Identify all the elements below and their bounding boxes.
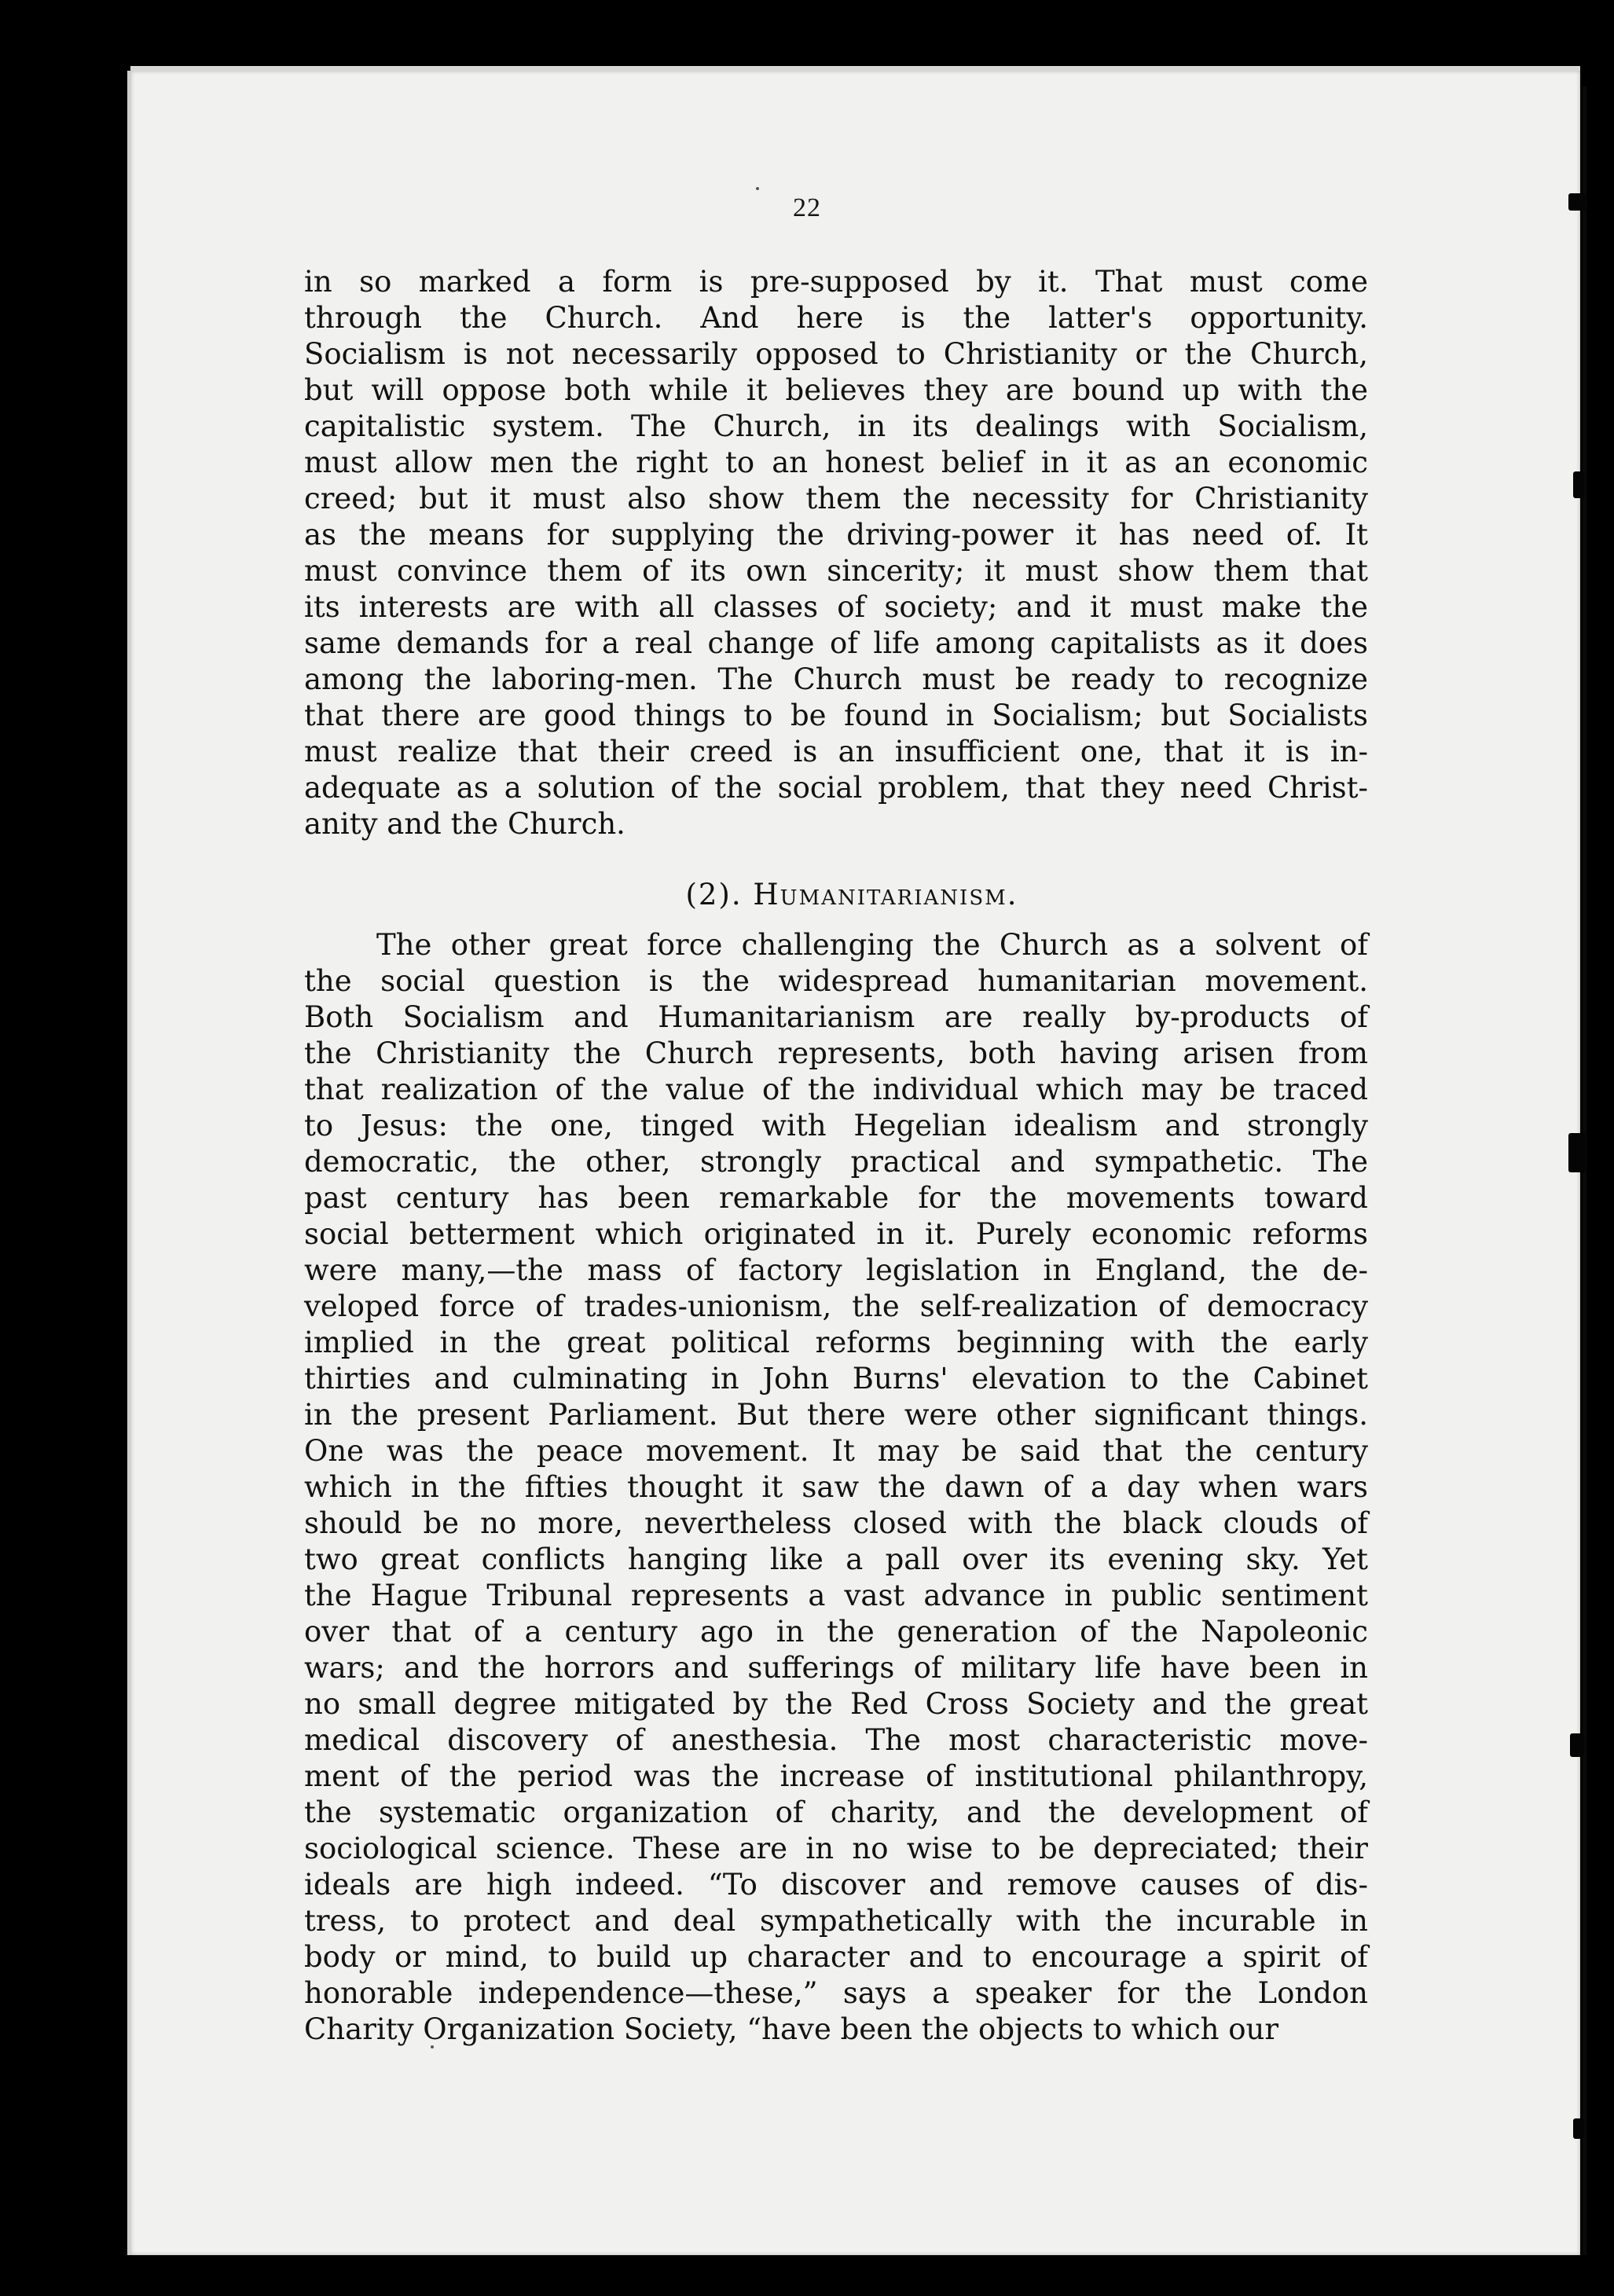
text-line: thirties and culminating in John Burns' elevation to the Cabinet	[304, 1362, 1368, 1396]
text-line: medical discovery of anesthesia. The most characteristic move-	[304, 1723, 1368, 1757]
text-line: adequate as a solution of the social problem, that they need Christ-	[304, 771, 1368, 805]
text-line: the Christianity the Church represents, both having arisen from	[304, 1036, 1368, 1070]
text-line: two great conflicts hanging like a pall over its evening sky. Yet	[304, 1542, 1368, 1576]
text-line: must allow men the right to an honest belief in it as an economic	[304, 446, 1368, 479]
text-line: honorable independence—these,” says a speaker for the London	[304, 1976, 1368, 2010]
text-line: in so marked a form is pre-supposed by it. That must come	[304, 265, 1368, 299]
text-line: in the present Parliament. But there were other significant things.	[304, 1398, 1368, 1432]
binding-mark-3	[1568, 1133, 1586, 1172]
text-line: The other great force challenging the Church as a solvent of	[376, 928, 1368, 962]
binding-mark-4	[1570, 1733, 1584, 1757]
text-line: must realize that their creed is an insufficient one, that it is in-	[304, 735, 1368, 768]
text-line: wars; and the horrors and sufferings of military life have been in	[304, 1651, 1368, 1685]
text-line: Socialism is not necessarily opposed to Christianity or the Church,	[304, 337, 1368, 371]
text-line: as the means for supplying the driving-power it has need of. It	[304, 518, 1368, 552]
text-line: but will oppose both while it believes they are bound up with the	[304, 373, 1368, 407]
text-line: capitalistic system. The Church, in its dealings with Socialism,	[304, 409, 1368, 443]
text-line: the social question is the widespread humanitarian movement.	[304, 964, 1368, 998]
paragraph-humanitarianism	[304, 927, 1368, 2048]
text-line: over that of a century ago in the generation of the Napoleonic	[304, 1615, 1368, 1649]
text-line: anity and the Church.	[304, 807, 625, 841]
text-line: were many,—the mass of factory legislation in England, the de-	[304, 1253, 1368, 1287]
text-line: to Jesus: the one, tinged with Hegelian idealism and strongly	[304, 1109, 1368, 1142]
text-line: among the laboring-men. The Church must be ready to recognize	[304, 662, 1368, 696]
text-line: its interests are with all classes of society; and it must make the	[304, 590, 1368, 624]
text-line: body or mind, to build up character and to encourage a spirit of	[304, 1940, 1368, 1974]
text-line: the systematic organization of charity, and the development of	[304, 1795, 1368, 1829]
text-line: which in the fifties thought it saw the dawn of a day when wars	[304, 1470, 1368, 1504]
text-line: past century has been remarkable for the movements toward	[304, 1181, 1368, 1215]
paragraph-socialism	[304, 264, 1368, 842]
text-line: democratic, the other, strongly practical and sympathetic. The	[304, 1145, 1368, 1179]
text-line: through the Church. And here is the latter's opportunity.	[304, 301, 1368, 335]
text-line: ideals are high indeed. “To discover and remove causes of dis-	[304, 1868, 1368, 1902]
text-line: same demands for a real change of life among capitalists as it does	[304, 626, 1368, 660]
text-line: that realization of the value of the individual which may be traced	[304, 1073, 1368, 1106]
section-heading: (2). Humanitarianism.	[685, 878, 1018, 911]
text-line: creed; but it must also show them the necessity for Christianity	[304, 482, 1368, 515]
binding-mark-2	[1573, 471, 1584, 498]
binding-mark-5	[1573, 2118, 1584, 2139]
text-line: social betterment which originated in it. Purely economic reforms	[304, 1217, 1368, 1251]
text-line: Charity Organization Society, “have been the objects to which our	[304, 2012, 1279, 2046]
text-line: ment of the period was the increase of institutional philanthropy,	[304, 1759, 1368, 1793]
text-line: that there are good things to be found in Socialism; but Socialists	[304, 699, 1368, 732]
text-line: no small degree mitigated by the Red Cross Society and the great	[304, 1687, 1368, 1721]
text-line: Both Socialism and Humanitarianism are really by-products of	[304, 1000, 1368, 1034]
text-line: must convince them of its own sincerity; it must show them that	[304, 554, 1368, 588]
speck-1	[756, 187, 759, 190]
text-line: veloped force of trades-unionism, the self-realization of democracy	[304, 1289, 1368, 1323]
page-text	[304, 264, 1368, 2048]
text-line: One was the peace movement. It may be said that the century	[304, 1434, 1368, 1468]
text-line: sociological science. These are in no wise to be depreciated; their	[304, 1832, 1368, 1865]
page-number: 22	[793, 193, 821, 222]
text-line: the Hague Tribunal represents a vast advance in public sentiment	[304, 1579, 1368, 1612]
text-line: tress, to protect and deal sympathetically with the incurable in	[304, 1904, 1368, 1938]
text-line: should be no more, nevertheless closed with the black clouds of	[304, 1506, 1368, 1540]
text-line: implied in the great political reforms beginning with the early	[304, 1326, 1368, 1359]
